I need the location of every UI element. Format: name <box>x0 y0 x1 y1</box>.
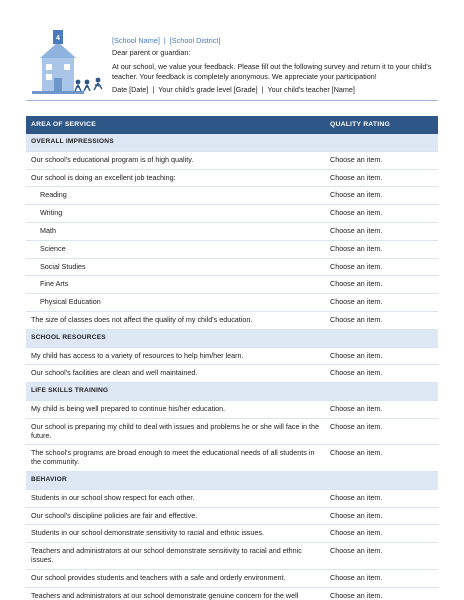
survey-question: The school's programs are broad enough to meet the educational needs of all students in the community. <box>31 448 315 467</box>
survey-question: Our school is doing an excellent job teaching: <box>31 172 176 182</box>
table-row <box>26 525 438 543</box>
table-row <box>26 348 438 366</box>
survey-question: Fine Arts <box>40 279 69 289</box>
table-row <box>26 570 438 588</box>
table-row <box>26 508 438 526</box>
section-rating-empty <box>326 383 438 400</box>
rating-dropdown[interactable]: Choose an item. <box>330 208 383 218</box>
section-rating-empty <box>326 330 438 347</box>
meta-separator: | <box>261 84 264 94</box>
section-title: BEHAVIOR <box>31 475 67 483</box>
column-header-area: AREA OF SERVICE <box>31 121 96 128</box>
survey-question: Our school's facilities are clean and well maintained. <box>31 368 198 378</box>
rating-dropdown[interactable]: Choose an item. <box>330 510 383 520</box>
survey-question: My child has access to a variety of resources to help him/her learn. <box>31 350 244 360</box>
rating-dropdown[interactable]: Choose an item. <box>330 368 383 378</box>
rating-dropdown[interactable]: Choose an item. <box>330 172 383 182</box>
table-row <box>26 588 438 600</box>
rating-dropdown[interactable]: Choose an item. <box>330 403 383 413</box>
school-line <box>112 36 442 45</box>
table-row <box>26 259 438 277</box>
section-title: SCHOOL RESOURCES <box>31 333 106 341</box>
survey-question: Physical Education <box>40 297 101 307</box>
survey-table <box>26 116 438 600</box>
document-header <box>0 0 464 110</box>
section-header-row <box>26 383 438 401</box>
table-row <box>26 312 438 330</box>
survey-question: Students in our school demonstrate sensitivity to racial and ethnic issues. <box>31 528 264 538</box>
table-row <box>26 365 438 383</box>
rating-dropdown[interactable]: Choose an item. <box>330 528 383 538</box>
survey-question: Teachers and administrators at our school demonstrate genuine concern for the well <box>31 590 299 600</box>
rating-dropdown[interactable]: Choose an item. <box>330 243 383 253</box>
table-row <box>26 223 438 241</box>
survey-question: Reading <box>40 190 67 200</box>
table-row <box>26 445 438 472</box>
header-divider <box>26 100 438 101</box>
header-text <box>112 36 442 94</box>
section-header-row <box>26 472 438 490</box>
table-row <box>26 419 438 446</box>
table-row <box>26 276 438 294</box>
date-field[interactable]: Date [Date] <box>112 84 149 94</box>
meta-line <box>112 85 442 94</box>
section-rating-empty <box>326 472 438 489</box>
survey-question: Our school provides students and teachers with a safe and orderly environment. <box>31 572 286 582</box>
section-title: OVERALL IMPRESSIONS <box>31 138 114 145</box>
survey-question: Writing <box>40 208 63 218</box>
survey-question: Science <box>40 243 66 253</box>
table-row <box>26 294 438 312</box>
school-name[interactable]: [School Name] <box>112 36 160 45</box>
greeting: Dear parent or guardian: <box>112 48 191 58</box>
section-title: LIFE SKILLS TRAINING <box>31 387 109 395</box>
table-row <box>26 401 438 419</box>
grade-field[interactable]: Your child's grade level [Grade] <box>158 84 258 94</box>
rating-dropdown[interactable]: Choose an item. <box>330 190 383 200</box>
teacher-field[interactable]: Your child's teacher [Name] <box>267 84 355 94</box>
table-row <box>26 205 438 223</box>
survey-question: Math <box>40 225 56 235</box>
column-header-rating: QUALITY RATING <box>330 121 390 128</box>
section-header-row <box>26 330 438 348</box>
survey-question: Teachers and administrators at our school demonstrate sensitivity to racial and ethnic issues. <box>31 546 302 564</box>
rating-dropdown[interactable]: Choose an item. <box>330 590 383 600</box>
rating-dropdown[interactable]: Choose an item. <box>330 546 383 556</box>
survey-question: Social Studies <box>40 261 86 271</box>
survey-question: Students in our school show respect for each other. <box>31 492 195 502</box>
rating-dropdown[interactable]: Choose an item. <box>330 297 383 307</box>
survey-question: My child is being well prepared to continue his/her education. <box>31 403 226 413</box>
schoolhouse-logo-icon <box>30 28 106 100</box>
school-separator: | <box>163 36 166 45</box>
table-row <box>26 543 438 570</box>
rating-dropdown[interactable]: Choose an item. <box>330 225 383 235</box>
survey-question: Our school's educational program is of high quality. <box>31 154 194 164</box>
meta-separator: | <box>152 84 155 94</box>
table-row <box>26 490 438 508</box>
survey-question: Our school is preparing my child to deal with issues and problems he or she will face in the future. <box>31 421 320 440</box>
rating-dropdown[interactable]: Choose an item. <box>330 448 383 458</box>
rating-dropdown[interactable]: Choose an item. <box>330 572 383 582</box>
table-row <box>26 241 438 259</box>
school-district[interactable]: [School District] <box>169 36 221 45</box>
table-header-row <box>26 116 438 134</box>
table-row <box>26 152 438 170</box>
section-rating-empty <box>326 134 438 151</box>
rating-dropdown[interactable]: Choose an item. <box>330 350 383 360</box>
rating-dropdown[interactable]: Choose an item. <box>330 279 383 289</box>
table-row <box>26 187 438 205</box>
table-row <box>26 170 438 188</box>
logo-number: 4 <box>56 35 60 42</box>
rating-dropdown[interactable]: Choose an item. <box>330 314 383 324</box>
rating-dropdown[interactable]: Choose an item. <box>330 154 383 164</box>
rating-dropdown[interactable]: Choose an item. <box>330 421 383 431</box>
intro-paragraph: At our school, we value your feedback. Please fill out the following survey and return it to your child's teacher. Your feedback is completely anonymous. We appreciate your participation! <box>112 62 432 81</box>
survey-question: The size of classes does not affect the quality of my child's education. <box>31 314 253 324</box>
rating-dropdown[interactable]: Choose an item. <box>330 492 383 502</box>
survey-question: Our school's discipline policies are fair and effective. <box>31 510 198 520</box>
section-header-row <box>26 134 438 152</box>
rating-dropdown[interactable]: Choose an item. <box>330 261 383 271</box>
